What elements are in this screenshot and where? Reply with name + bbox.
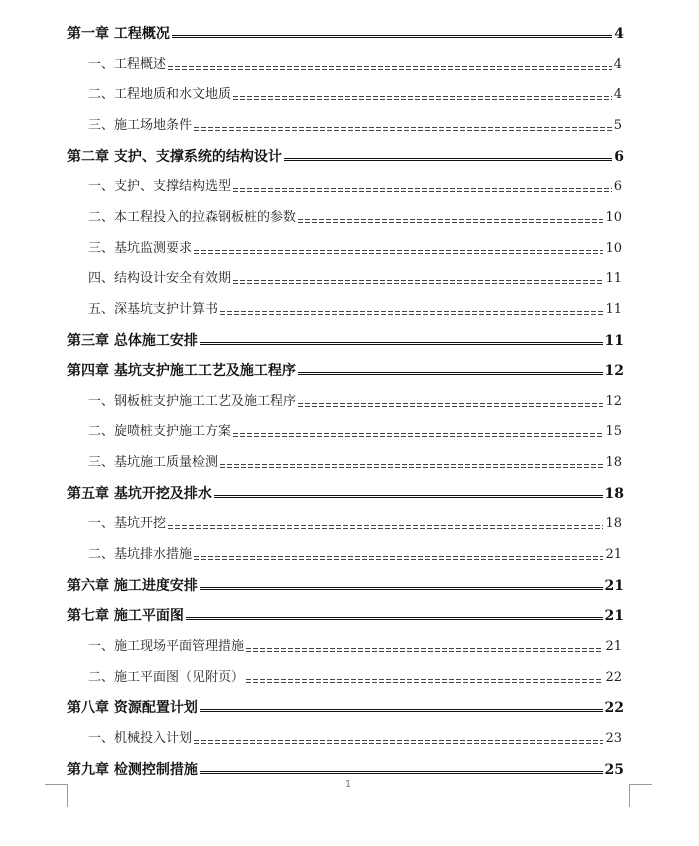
toc-section-entry[interactable] (0, 543, 699, 563)
toc-chapter-entry[interactable] (0, 758, 699, 778)
toc-entry-page-number: 4 (613, 56, 622, 72)
toc-leader-line (200, 342, 603, 345)
toc-entry-page-number: 21 (605, 639, 622, 654)
toc-entry-page-number: 6 (613, 179, 622, 195)
toc-entry-page-number: 22 (605, 669, 622, 685)
toc-entry-label: 二、旋喷桩支护施工方案 (88, 424, 232, 440)
toc-section-entry[interactable] (0, 298, 699, 318)
toc-entry-label: 一、机械投入计划 (88, 730, 193, 746)
toc-leader-line (284, 158, 612, 161)
toc-entry-page-number: 12 (604, 363, 624, 380)
toc-entry-page-number: 18 (604, 485, 624, 502)
toc-section-entry[interactable] (0, 237, 699, 257)
toc-section-entry[interactable] (0, 390, 699, 410)
toc-entry-page-number: 22 (604, 700, 624, 717)
toc-entry-page-number: 18 (605, 455, 622, 471)
toc-entry-page-number: 10 (605, 240, 622, 256)
page-corner-mark-right (629, 784, 652, 807)
toc-section-entry[interactable] (0, 420, 699, 440)
toc-entry-page-number: 11 (604, 332, 624, 349)
toc-leader-line (194, 740, 603, 744)
toc-entry-page-number: 11 (605, 271, 622, 287)
toc-leader-line (233, 280, 603, 284)
toc-entry-page-number: 10 (605, 209, 622, 225)
toc-entry-label: 一、钢板桩支护施工工艺及施工程序 (88, 393, 297, 409)
toc-entry-label: 第七章 施工平面图 (67, 608, 184, 625)
toc-chapter-entry[interactable] (0, 574, 699, 594)
toc-chapter-entry[interactable] (0, 604, 699, 624)
toc-leader-line (172, 35, 612, 38)
toc-leader-line (220, 464, 603, 468)
toc-chapter-entry[interactable] (0, 482, 699, 502)
toc-entry-label: 一、工程概述 (88, 56, 167, 72)
toc-entry-label: 第一章 工程概况 (67, 26, 170, 42)
toc-entry-page-number: 4 (614, 26, 624, 42)
toc-leader-line (200, 587, 603, 590)
toc-leader-line (214, 495, 603, 498)
toc-entry-label: 三、基坑施工质量检测 (88, 455, 219, 471)
toc-leader-line (246, 648, 603, 652)
toc-section-entry[interactable] (0, 635, 699, 655)
toc-chapter-entry[interactable] (0, 22, 699, 42)
toc-leader-line (233, 188, 612, 192)
toc-entry-label: 第三章 总体施工安排 (67, 332, 198, 349)
toc-entry-label: 五、深基坑支护计算书 (88, 301, 219, 317)
toc-section-entry[interactable] (0, 53, 699, 73)
toc-leader-line (233, 96, 612, 100)
toc-entry-page-number: 11 (605, 301, 622, 317)
toc-entry-page-number: 5 (613, 117, 622, 133)
toc-leader-line (200, 771, 603, 774)
toc-leader-line (168, 66, 612, 70)
toc-leader-line (298, 403, 603, 407)
toc-leader-line (298, 372, 603, 375)
toc-leader-line (220, 311, 603, 315)
toc-section-entry[interactable] (0, 83, 699, 103)
toc-entry-label: 二、施工平面图（见附页） (88, 669, 245, 685)
toc-entry-label: 第二章 支护、支撑系统的结构设计 (67, 148, 282, 165)
toc-entry-page-number: 12 (605, 393, 622, 409)
toc-entry-label: 三、基坑监测要求 (88, 240, 193, 256)
toc-section-entry[interactable] (0, 666, 699, 686)
toc-entry-label: 二、工程地质和水文地质 (88, 87, 232, 103)
toc-entry-label: 四、结构设计安全有效期 (88, 271, 232, 287)
toc-entry-page-number: 21 (604, 577, 624, 594)
toc-entry-label: 第四章 基坑支护施工工艺及施工程序 (67, 363, 296, 380)
toc-chapter-entry[interactable] (0, 696, 699, 716)
toc-section-entry[interactable] (0, 206, 699, 226)
toc-section-entry[interactable] (0, 114, 699, 134)
toc-leader-line (298, 219, 603, 223)
toc-section-entry[interactable] (0, 451, 699, 471)
toc-section-entry[interactable] (0, 512, 699, 532)
toc-entry-label: 一、施工现场平面管理措施 (88, 639, 245, 654)
toc-leader-line (186, 617, 603, 620)
toc-entry-label: 一、基坑开挖 (88, 516, 167, 532)
toc-entry-page-number: 6 (614, 148, 624, 165)
toc-entry-page-number: 23 (605, 730, 622, 746)
toc-leader-line (194, 556, 603, 560)
toc-entry-label: 第六章 施工进度安排 (67, 577, 198, 594)
toc-section-entry[interactable] (0, 175, 699, 195)
toc-entry-label: 二、基坑排水措施 (88, 547, 193, 563)
toc-entry-page-number: 21 (605, 547, 622, 563)
toc-leader-line (194, 250, 603, 254)
toc-entry-label: 一、支护、支撑结构选型 (88, 179, 232, 195)
toc-leader-line (200, 709, 603, 712)
toc-entry-label: 三、施工场地条件 (88, 117, 193, 133)
toc-entry-page-number: 4 (613, 87, 622, 103)
page-corner-mark-left (45, 784, 68, 807)
toc-entry-label: 第八章 资源配置计划 (67, 700, 198, 717)
toc-leader-line (233, 433, 603, 437)
toc-leader-line (194, 127, 612, 131)
toc-section-entry[interactable] (0, 267, 699, 287)
toc-leader-line (168, 525, 603, 529)
toc-entry-page-number: 15 (605, 424, 622, 440)
toc-chapter-entry[interactable] (0, 359, 699, 379)
toc-entry-label: 二、本工程投入的拉森钢板桩的参数 (88, 209, 297, 225)
footer-page-number: 1 (344, 779, 352, 790)
toc-entry-label: 第九章 检测控制措施 (67, 761, 198, 778)
toc-entry-page-number: 25 (604, 761, 624, 778)
toc-leader-line (246, 679, 603, 683)
toc-entry-label: 第五章 基坑开挖及排水 (67, 485, 212, 502)
toc-section-entry[interactable] (0, 727, 699, 747)
toc-chapter-entry[interactable] (0, 329, 699, 349)
toc-chapter-entry[interactable] (0, 145, 699, 165)
toc-entry-page-number: 21 (604, 608, 624, 625)
toc-entry-page-number: 18 (605, 516, 622, 532)
